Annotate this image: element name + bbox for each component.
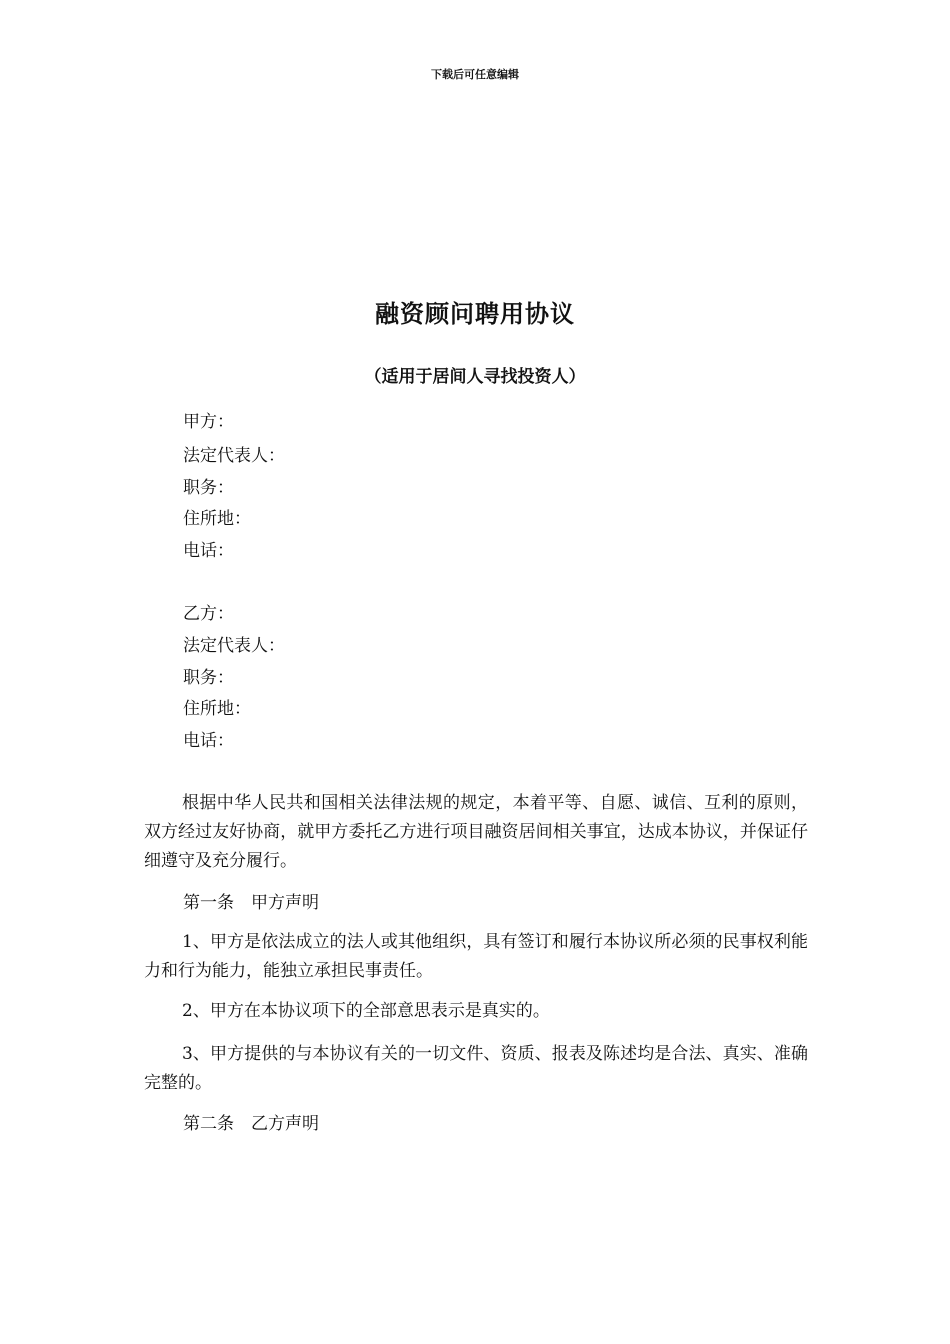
article-1-heading: 第一条 甲方声明 [183, 893, 319, 913]
party-b-name: 乙方： [183, 604, 234, 624]
party-a-legal-rep: 法定代表人： [183, 446, 285, 466]
party-b-phone: 电话： [183, 731, 234, 751]
party-a-address: 住所地： [183, 509, 251, 529]
party-b-address: 住所地： [183, 699, 251, 719]
party-b-legal-rep: 法定代表人： [183, 636, 285, 656]
article-1-clause-3: 3、甲方提供的与本协议有关的一切文件、资质、报表及陈述均是合法、真实、准确完整的。 [144, 1044, 808, 1093]
party-a-name: 甲方： [183, 412, 234, 432]
party-a-position: 职务： [183, 478, 234, 498]
article-2-heading: 第二条 乙方声明 [183, 1114, 319, 1134]
header-note: 下载后可任意编辑 [431, 68, 519, 81]
article-1-clause-1: 1、甲方是依法成立的法人或其他组织，具有签订和履行本协议所必须的民事权利能力和行为能力，能独立承担民事责任。 [144, 932, 808, 981]
party-a-phone: 电话： [183, 541, 234, 561]
article-1-clause-2: 2、甲方在本协议项下的全部意思表示是真实的。 [182, 1001, 550, 1021]
party-b-position: 职务： [183, 668, 234, 688]
preamble-paragraph: 根据中华人民共和国相关法律法规的规定，本着平等、自愿、诚信、互利的原则，双方经过友好协商，就甲方委托乙方进行项目融资居间相关事宜，达成本协议，并保证仔细遵守及充分履行。 [144, 793, 808, 871]
document-subtitle: （适用于居间人寻找投资人） [364, 367, 586, 387]
document-title: 融资顾问聘用协议 [375, 299, 575, 328]
